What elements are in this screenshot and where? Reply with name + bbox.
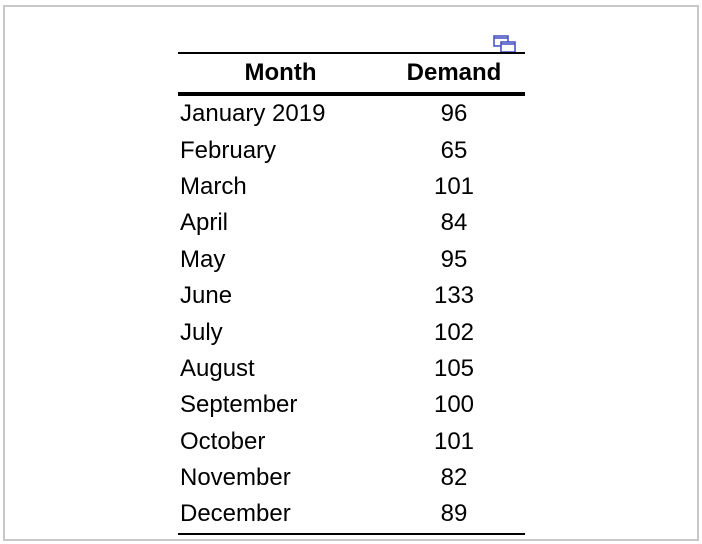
month-cell: August — [180, 354, 255, 382]
table-row — [178, 278, 525, 314]
demand-cell: 89 — [440, 500, 468, 528]
demand-cell: 82 — [440, 464, 468, 492]
column-header-month: Month — [178, 54, 383, 94]
table-row — [178, 460, 525, 496]
table-row — [178, 387, 525, 423]
demand-cell: 133 — [433, 282, 475, 310]
month-cell: January 2019 — [180, 100, 326, 128]
table-row — [178, 205, 525, 241]
month-cell: April — [180, 209, 229, 237]
month-cell: March — [180, 172, 247, 200]
month-cell: May — [180, 245, 226, 273]
table-row — [178, 496, 525, 532]
column-header-demand: Demand — [383, 54, 525, 94]
demand-cell: 101 — [433, 427, 475, 455]
popout-window-icon[interactable] — [493, 35, 517, 53]
month-cell: February — [180, 136, 277, 164]
table-row — [178, 314, 525, 350]
header-row — [178, 54, 525, 94]
month-cell: December — [180, 500, 291, 528]
demand-cell: 102 — [433, 318, 475, 346]
table-row — [178, 169, 525, 205]
table-row — [178, 424, 525, 460]
demand-cell: 101 — [433, 172, 475, 200]
demand-cell: 96 — [440, 100, 468, 128]
demand-cell: 65 — [440, 136, 468, 164]
table-row — [178, 351, 525, 387]
table-row — [178, 242, 525, 278]
demand-cell: 105 — [433, 354, 475, 382]
month-cell: October — [180, 427, 266, 455]
month-cell: June — [180, 282, 233, 310]
table-row — [178, 94, 525, 132]
month-cell: November — [180, 464, 291, 492]
month-cell: July — [180, 318, 223, 346]
table-bottom-rule — [178, 533, 525, 535]
demand-cell: 95 — [440, 245, 468, 273]
demand-cell: 84 — [440, 209, 468, 237]
data-table — [178, 54, 525, 533]
table-row — [178, 132, 525, 168]
demand-table — [178, 52, 525, 535]
demand-cell: 100 — [433, 391, 475, 419]
month-cell: September — [180, 391, 298, 419]
